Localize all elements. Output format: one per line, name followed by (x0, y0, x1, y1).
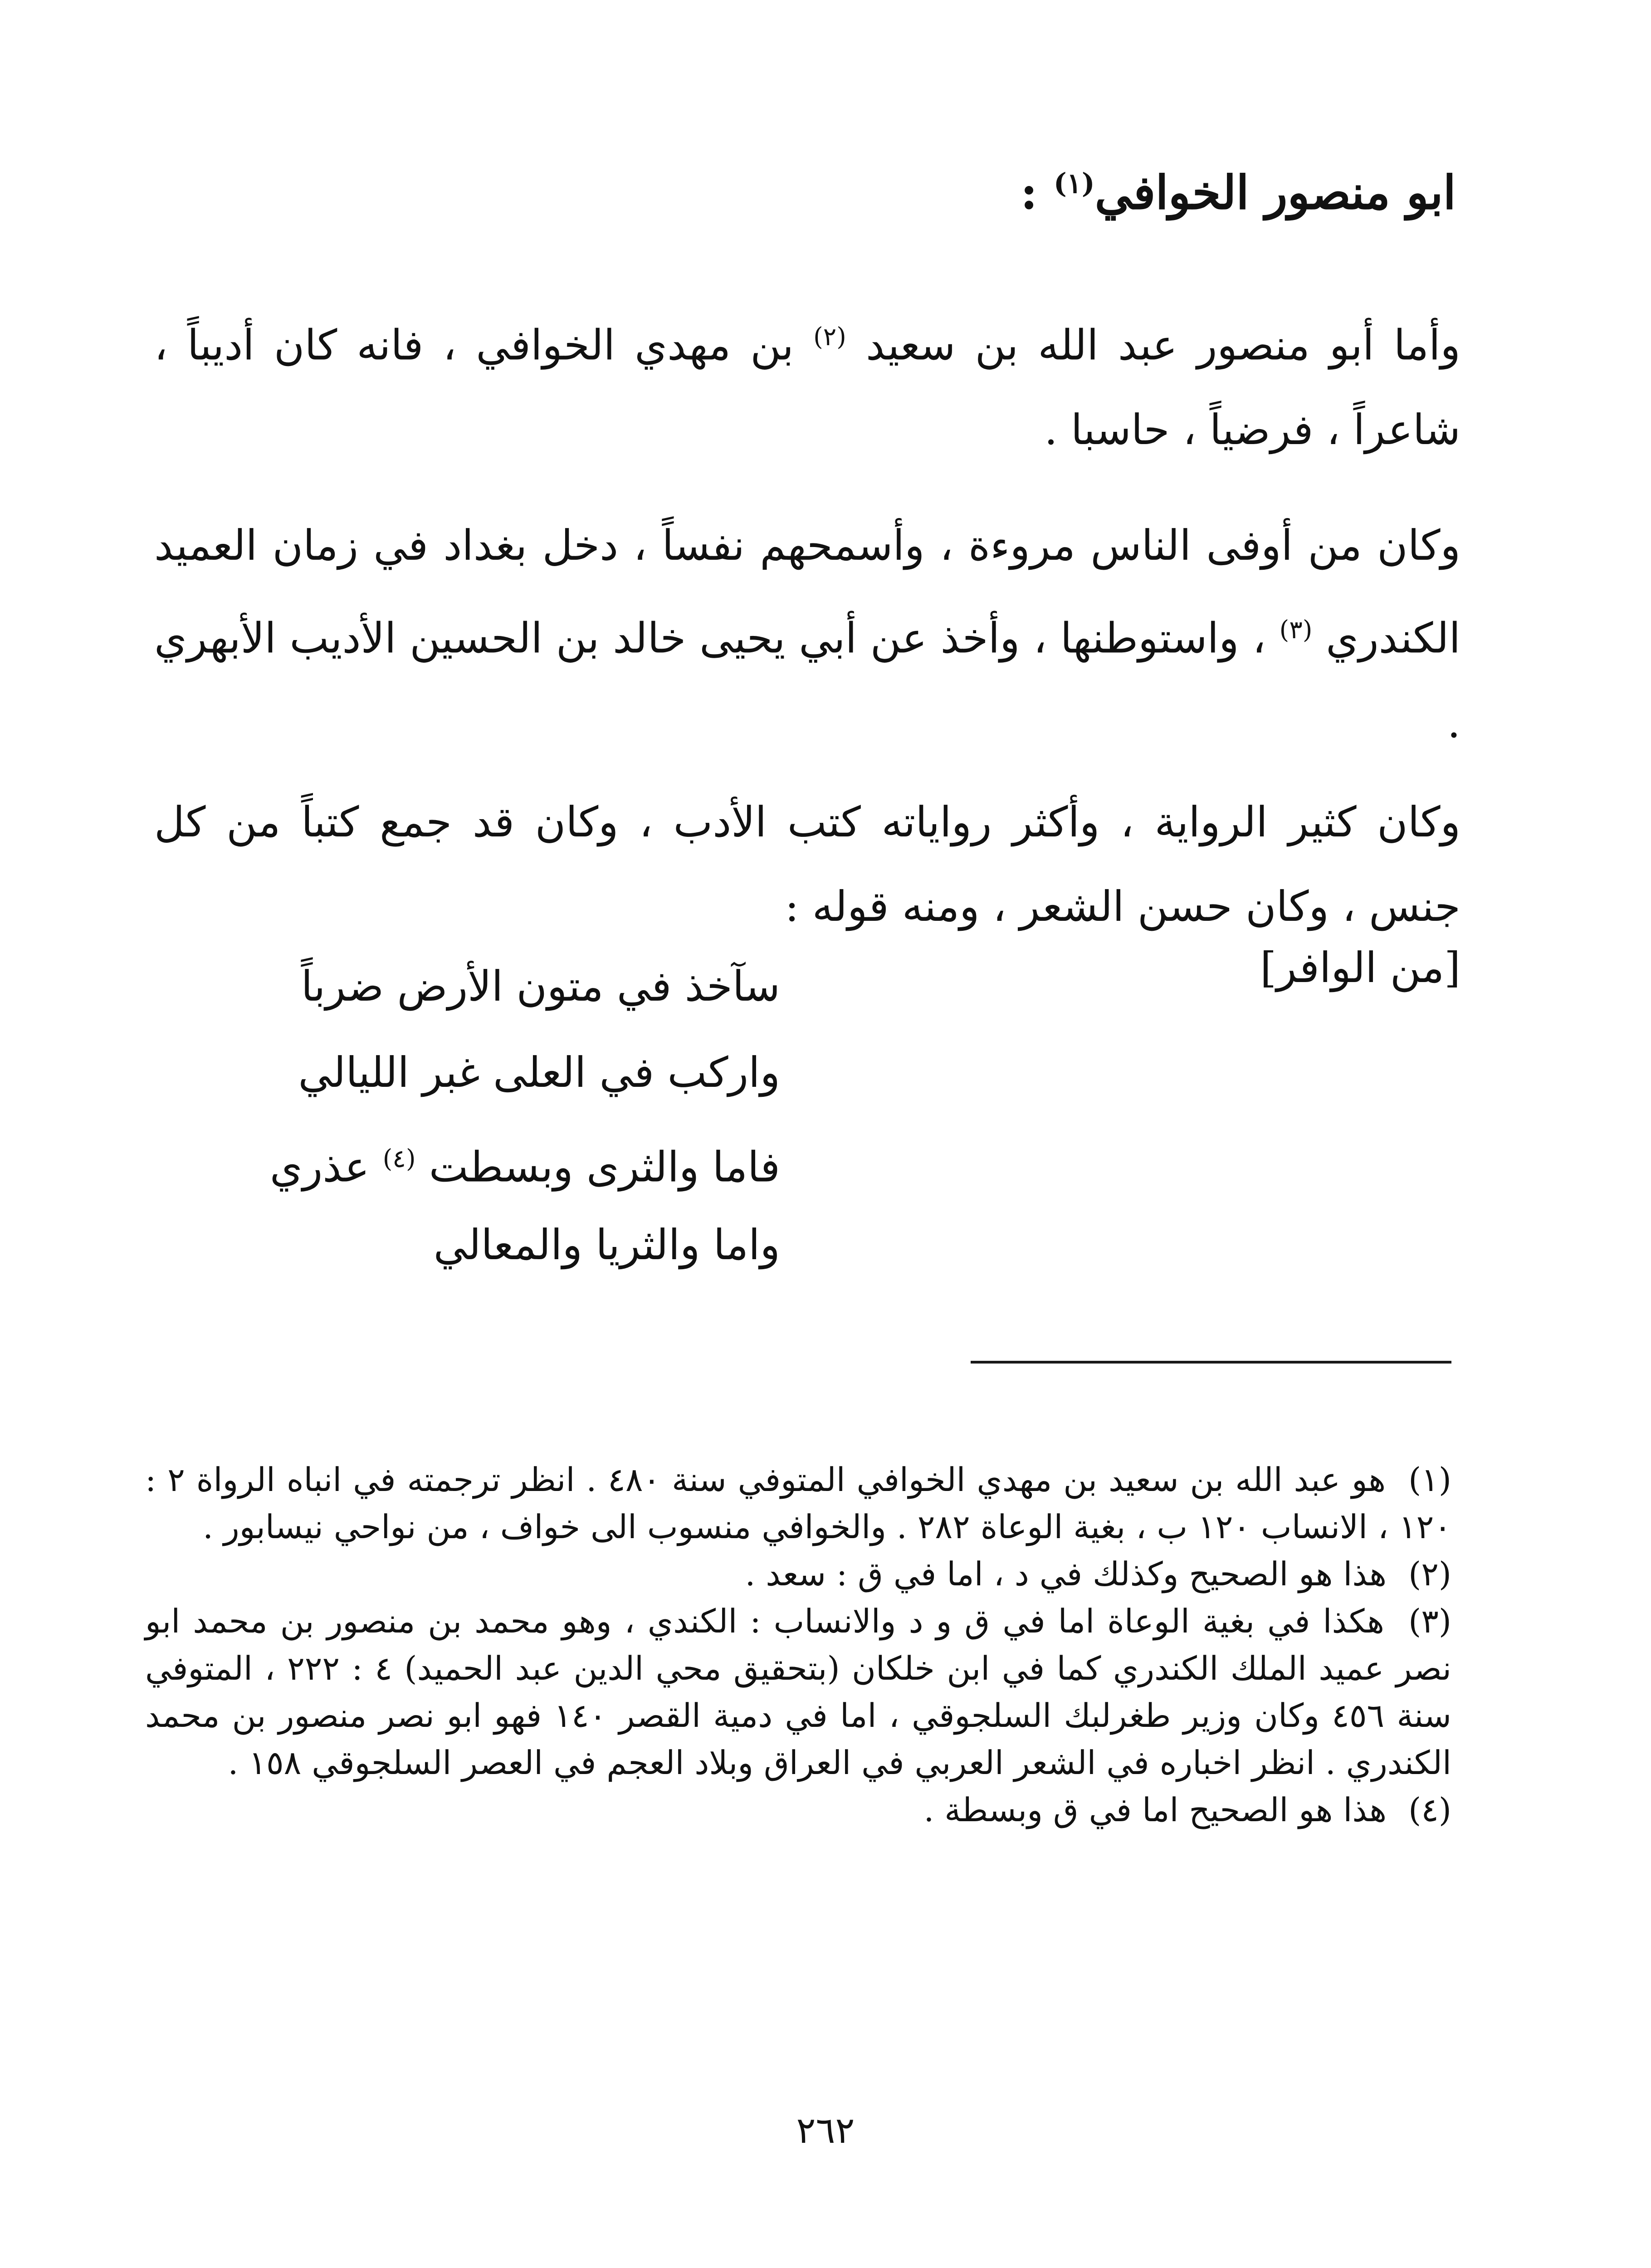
heading-colon: : (1020, 166, 1038, 220)
poem-line-4: واما والثريا والمعالي (433, 1221, 780, 1269)
footnote-2 (145, 1550, 1451, 1598)
poem-line-3-text-b: عذري (269, 1143, 370, 1192)
poem-line-2: واركب في العلى غبر الليالي (298, 1048, 780, 1097)
poem-line-1: سآخذ في متون الأرض ضرباً (301, 962, 780, 1011)
paragraph-1-text-b: بن مهدي الخوافي ، فانه كان أديباً ، شاعراً ، فرضياً ، حاسبا . (154, 321, 1460, 454)
paragraph-1 (154, 295, 1460, 472)
poem-line-3 (270, 1116, 780, 1211)
heading-footnote-ref: (١) (1053, 167, 1095, 200)
footnote-separator (971, 1361, 1451, 1364)
paragraph-2-text-a: وكان من أوفى الناس مروءة ، وأسمحهم نفساً ، دخل بغداد في زمان العميد الكندري (154, 521, 1461, 663)
footnote-1-number: (١) (1408, 1461, 1451, 1499)
footnote-1-text: هو عبد الله بن سعيد بن مهدي الخوافي المتوفي سنة ٤٨٠ . انظر ترجمته في انباه الرواة ٢ : ١٢٠ ، الانساب ١٢٠ ب ، بغية الوعاة ٢٨٢ . والخوافي منسوب الى خواف ، من نواحي نيسابور . (145, 1461, 1451, 1546)
section-heading (141, 150, 1456, 227)
footnote-2-text: هذا هو الصحيح وكذلك في د ، اما في ق : سعد . (745, 1555, 1387, 1593)
footnote-3-number: (٣) (1408, 1602, 1451, 1640)
poem-meter: [من الوافر] (1260, 943, 1460, 992)
paragraph-3 (154, 780, 1460, 949)
footnote-4 (145, 1786, 1451, 1833)
poem-line-3-text-a: فاما والثرى وبسطت (429, 1143, 780, 1192)
page-number: ٢٦٢ (796, 2109, 855, 2151)
footnote-1 (145, 1456, 1451, 1550)
footnotes (145, 1456, 1451, 1833)
paragraph-1-footnote-ref: (٢) (813, 323, 846, 352)
paragraph-2-text-b: ، واستوطنها ، وأخذ عن أبي يحيى خالد بن الحسين الأديب الأبهري . (154, 614, 1460, 747)
paragraph-1-text-a: وأما أبو منصور عبد الله بن سعيد (865, 321, 1460, 370)
paragraph-3-text: وكان كثير الرواية ، وأكثر رواياته كتب الأدب ، وكان قد جمع كتباً من كل جنس ، وكان حسن الشعر ، ومنه قوله : (154, 798, 1460, 931)
footnote-2-number: (٢) (1408, 1555, 1451, 1593)
poem-line-3-footnote-ref: (٤) (382, 1144, 416, 1173)
footnote-3-text: هكذا في بغية الوعاة اما في ق و د والانساب : الكندي ، وهو محمد بن منصور بن محمد ابو نصر عميد الملك الكندري كما في ابن خلكان (بتحقيق محي الدين عبد الحميد) ٤ : ٢٢٢ ، المتوفي سنة ٤٥٦ وكان وزير طغرلبك السلجوقي ، اما في دمية القصر ١٤٠ فهو ابو نصر منصور بن محمد الكندري . انظر اخباره في الشعر العربي في العراق وبلاد العجم في العصر السلجوقي ١٥٨ . (145, 1602, 1451, 1782)
paragraph-2 (154, 503, 1460, 765)
footnote-4-number: (٤) (1408, 1791, 1451, 1829)
footnote-4-text: هذا هو الصحيح اما في ق وبسطة . (923, 1791, 1387, 1829)
footnote-3 (145, 1598, 1451, 1786)
paragraph-2-footnote-ref: (٣) (1279, 616, 1313, 645)
heading-title: ابو منصور الخوافي (1094, 166, 1456, 220)
